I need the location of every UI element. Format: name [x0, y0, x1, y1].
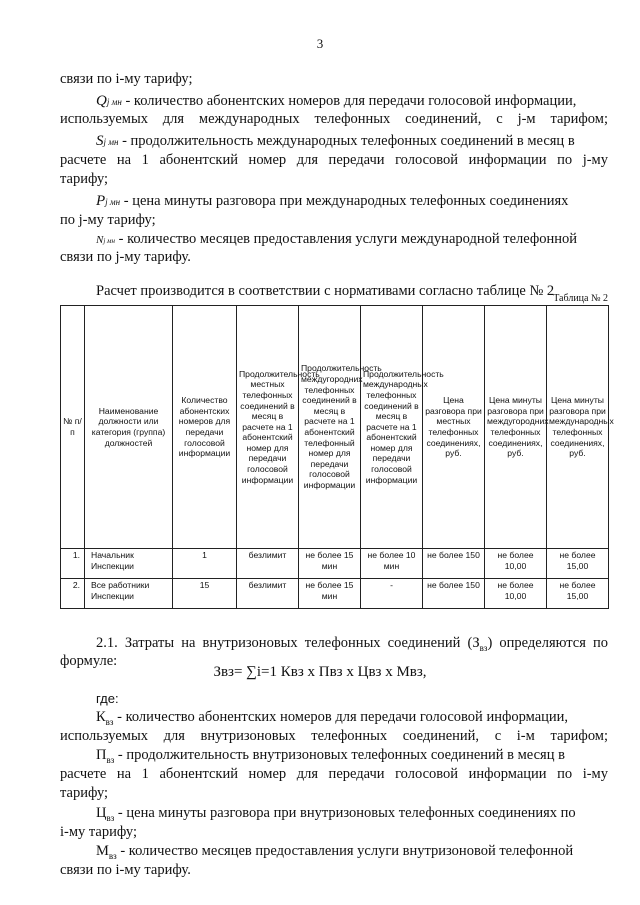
- q-definition: [96, 92, 608, 111]
- row-cell: 15: [173, 579, 237, 609]
- formula: Звз= ∑i=1 Квз х Пвз х Цвз х Мвз,: [213, 664, 427, 680]
- mvz-text-1: - количество месяцев предоставления услуги внутризоновой телефонной: [120, 843, 574, 859]
- header-number: № п/п: [61, 306, 85, 549]
- section-title-text: 2.1. Затраты на внутризоновых телефонных соединений (З: [96, 635, 480, 651]
- continuation-line: связи по i-му тарифу;: [60, 71, 193, 87]
- header-position: Наименование должности или категория (группа) должностей: [85, 306, 173, 549]
- page-number: 3: [316, 36, 324, 51]
- row-cell: не более 10,00: [485, 579, 547, 609]
- s-subscript: j мн: [103, 137, 119, 147]
- section-title-line-1: [96, 634, 608, 657]
- section-title-sub: вз: [479, 642, 488, 653]
- q-subscript: j мн: [106, 97, 122, 107]
- mvz-subscript: вз: [108, 850, 117, 861]
- where-label: где:: [96, 691, 119, 706]
- norms-table: [60, 305, 614, 609]
- p-subscript: j мн: [105, 197, 121, 207]
- header-international-duration: Продолжительность международных телефонных соединений в месяц в расчете на 1 абонентский номер для передачи голосовой информации: [361, 306, 423, 549]
- row-cell: не более 15,00: [547, 579, 609, 609]
- table-row: [61, 579, 609, 609]
- s-symbol: S: [96, 133, 104, 149]
- pvz-subscript: вз: [106, 754, 115, 765]
- header-local-price: Цена разговора при местных телефонных соединениях, руб.: [423, 306, 485, 549]
- q-text-2: используемых для международных телефонных соединений, с j-м тарифом;: [60, 111, 608, 127]
- pvz-text-1: - продолжительность внутризоновых телефонных соединений в месяц в: [117, 747, 565, 763]
- pvz-text-2: расчете на 1 абонентский номер для передачи голосовой информации по i-му: [60, 766, 608, 782]
- header-international-price: Цена минуты разговора при международных телефонных соединениях, руб.: [547, 306, 609, 549]
- row-cell: не более 10,00: [485, 549, 547, 579]
- n-symbol: N: [96, 234, 104, 246]
- pvz-symbol: П: [96, 747, 107, 763]
- section-title-end: ) определяются по: [487, 635, 609, 651]
- cvz-text-1: - цена минуты разговора при внутризоновых телефонных соединениях по: [117, 805, 576, 821]
- table-caption: Таблица № 2: [553, 293, 608, 304]
- k-text-2: используемых для внутризоновых телефонных соединений, с i-м тарифом;: [60, 728, 608, 744]
- p-symbol: P: [96, 193, 106, 209]
- n-subscript: j мн: [103, 237, 115, 245]
- n-text-2: связи по j-му тарифу.: [60, 249, 191, 265]
- row-cell: 1: [173, 549, 237, 579]
- p-definition: [96, 192, 608, 211]
- n-text-1: - количество месяцев предоставления услуги международной телефонной: [118, 231, 578, 247]
- row-cell: не более 15 мин: [299, 579, 361, 609]
- s-text-2: расчете на 1 абонентский номер для передачи голосовой информации по j-му: [60, 152, 608, 168]
- q-symbol: Q: [96, 93, 107, 109]
- row-cell: -: [361, 579, 423, 609]
- header-subscriber-count: Количество абонентских номеров для передачи голосовой информации: [173, 306, 237, 549]
- row-cell: 2.: [61, 579, 85, 609]
- pvz-text-3: тарифу;: [60, 785, 109, 801]
- cvz-symbol: Ц: [96, 805, 107, 821]
- row-cell: безлимит: [237, 549, 299, 579]
- row-cell: не более 15 мин: [299, 549, 361, 579]
- header-longdistance-price: Цена минуты разговора при междугородних телефонных соединениях, руб.: [485, 306, 547, 549]
- row-cell: 1.: [61, 549, 85, 579]
- q-text-1: - количество абонентских номеров для передачи голосовой информации,: [125, 93, 577, 109]
- cvz-text-2: i-му тарифу;: [60, 824, 137, 840]
- row-cell: безлимит: [237, 579, 299, 609]
- k-symbol: К: [96, 709, 106, 725]
- table-row: [61, 549, 609, 579]
- row-cell: не более 150: [423, 579, 485, 609]
- k-subscript: вз: [105, 716, 114, 727]
- row-cell: не более 15,00: [547, 549, 609, 579]
- p-text-2: по j-му тарифу;: [60, 212, 156, 228]
- row-cell: не более 150: [423, 549, 485, 579]
- mvz-symbol: М: [96, 843, 109, 859]
- s-text-1: - продолжительность международных телефонных соединений в месяц в: [122, 133, 575, 149]
- header-local-duration: Продолжительность местных телефонных соединений в месяц в расчете на 1 абонентский номер для передачи голосовой информации: [237, 306, 299, 549]
- row-cell: Все работники Инспекции: [85, 579, 173, 609]
- s-definition: [96, 132, 608, 151]
- row-cell: не более 10 мин: [361, 549, 423, 579]
- header-longdistance-duration: Продолжительность междугородних телефонных соединений в месяц в расчете на 1 абонентский телефонный номер для передачи голосовой информации: [299, 306, 361, 549]
- s-text-3: тарифу;: [60, 171, 109, 187]
- p-text-1: - цена минуты разговора при международных телефонных соединениях: [123, 193, 569, 209]
- section-title-line-2: формуле:: [60, 653, 118, 669]
- table-header-row: [61, 306, 609, 549]
- table-intro: Расчет производится в соответствии с нормативами согласно таблице № 2: [96, 283, 555, 299]
- cvz-definition: [96, 804, 608, 827]
- row-cell: Начальник Инспекции: [85, 549, 173, 579]
- cvz-subscript: вз: [106, 812, 115, 823]
- n-definition: [96, 230, 608, 250]
- k-text-1: - количество абонентских номеров для передачи голосовой информации,: [117, 709, 569, 725]
- mvz-text-2: связи по i-му тарифу.: [60, 862, 191, 878]
